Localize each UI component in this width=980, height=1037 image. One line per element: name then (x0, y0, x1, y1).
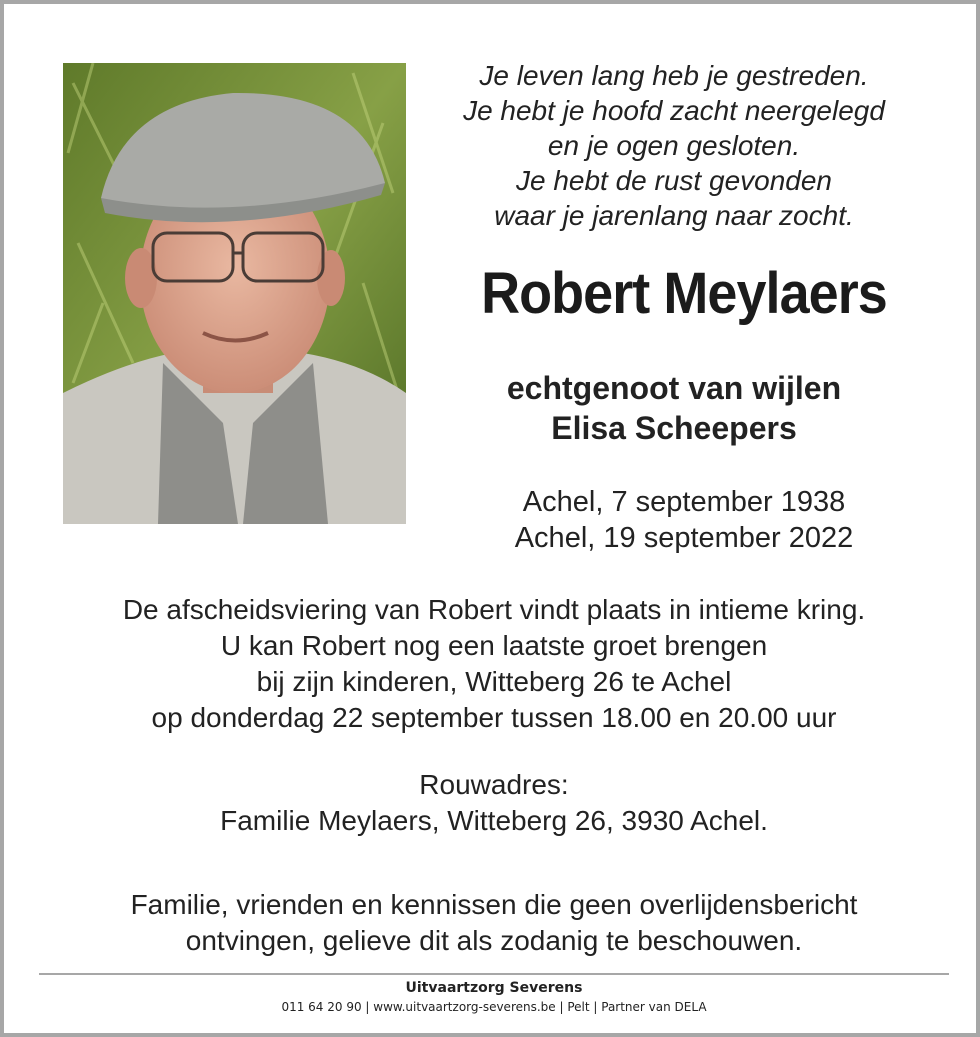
ceremony-line: U kan Robert nog een laatste groet brengen (220, 630, 768, 661)
death-date: Achel, 19 september 2022 (514, 522, 854, 554)
birth-date: Achel, 7 september 1938 (522, 486, 846, 518)
portrait-photo (63, 63, 406, 524)
address-label: Rouwadres: (419, 769, 569, 800)
spouse-info (424, 368, 924, 448)
deceased-name: Robert Meylaers (481, 261, 887, 326)
spouse-line: Elisa Scheepers (551, 410, 797, 446)
poem-line: Je leven lang heb je gestreden. (479, 60, 869, 91)
notice-line: Familie, vrienden en kennissen die geen overlijdensbericht (130, 889, 858, 920)
ceremony-line: bij zijn kinderen, Witteberg 26 te Achel (256, 666, 732, 697)
ceremony-line: De afscheidsviering van Robert vindt plaats in intieme kring. (122, 594, 866, 625)
notice (24, 887, 964, 959)
funeral-home-contact: 011 64 20 90 | www.uitvaartzorg-severens.be | Pelt | Partner van DELA (281, 1000, 707, 1014)
poem-line: Je hebt je hoofd zacht neergelegd (463, 95, 885, 126)
ceremony-line: op donderdag 22 september tussen 18.00 en 20.00 uur (151, 702, 837, 733)
funeral-home-name: Uitvaartzorg Severens (405, 980, 583, 996)
poem-line: Je hebt de rust gevonden (515, 165, 832, 196)
life-dates (434, 484, 934, 556)
notice-line: ontvingen, gelieve dit als zodanig te beschouwen. (185, 925, 803, 956)
mourning-address (24, 767, 964, 839)
spouse-line: echtgenoot van wijlen (506, 370, 842, 406)
ceremony-details (24, 592, 964, 736)
poem-line: en je ogen gesloten. (547, 130, 801, 161)
footer-divider (39, 973, 949, 975)
poem (424, 58, 924, 233)
address-value: Familie Meylaers, Witteberg 26, 3930 Achel. (220, 805, 768, 836)
poem-line: waar je jarenlang naar zocht. (494, 200, 854, 231)
